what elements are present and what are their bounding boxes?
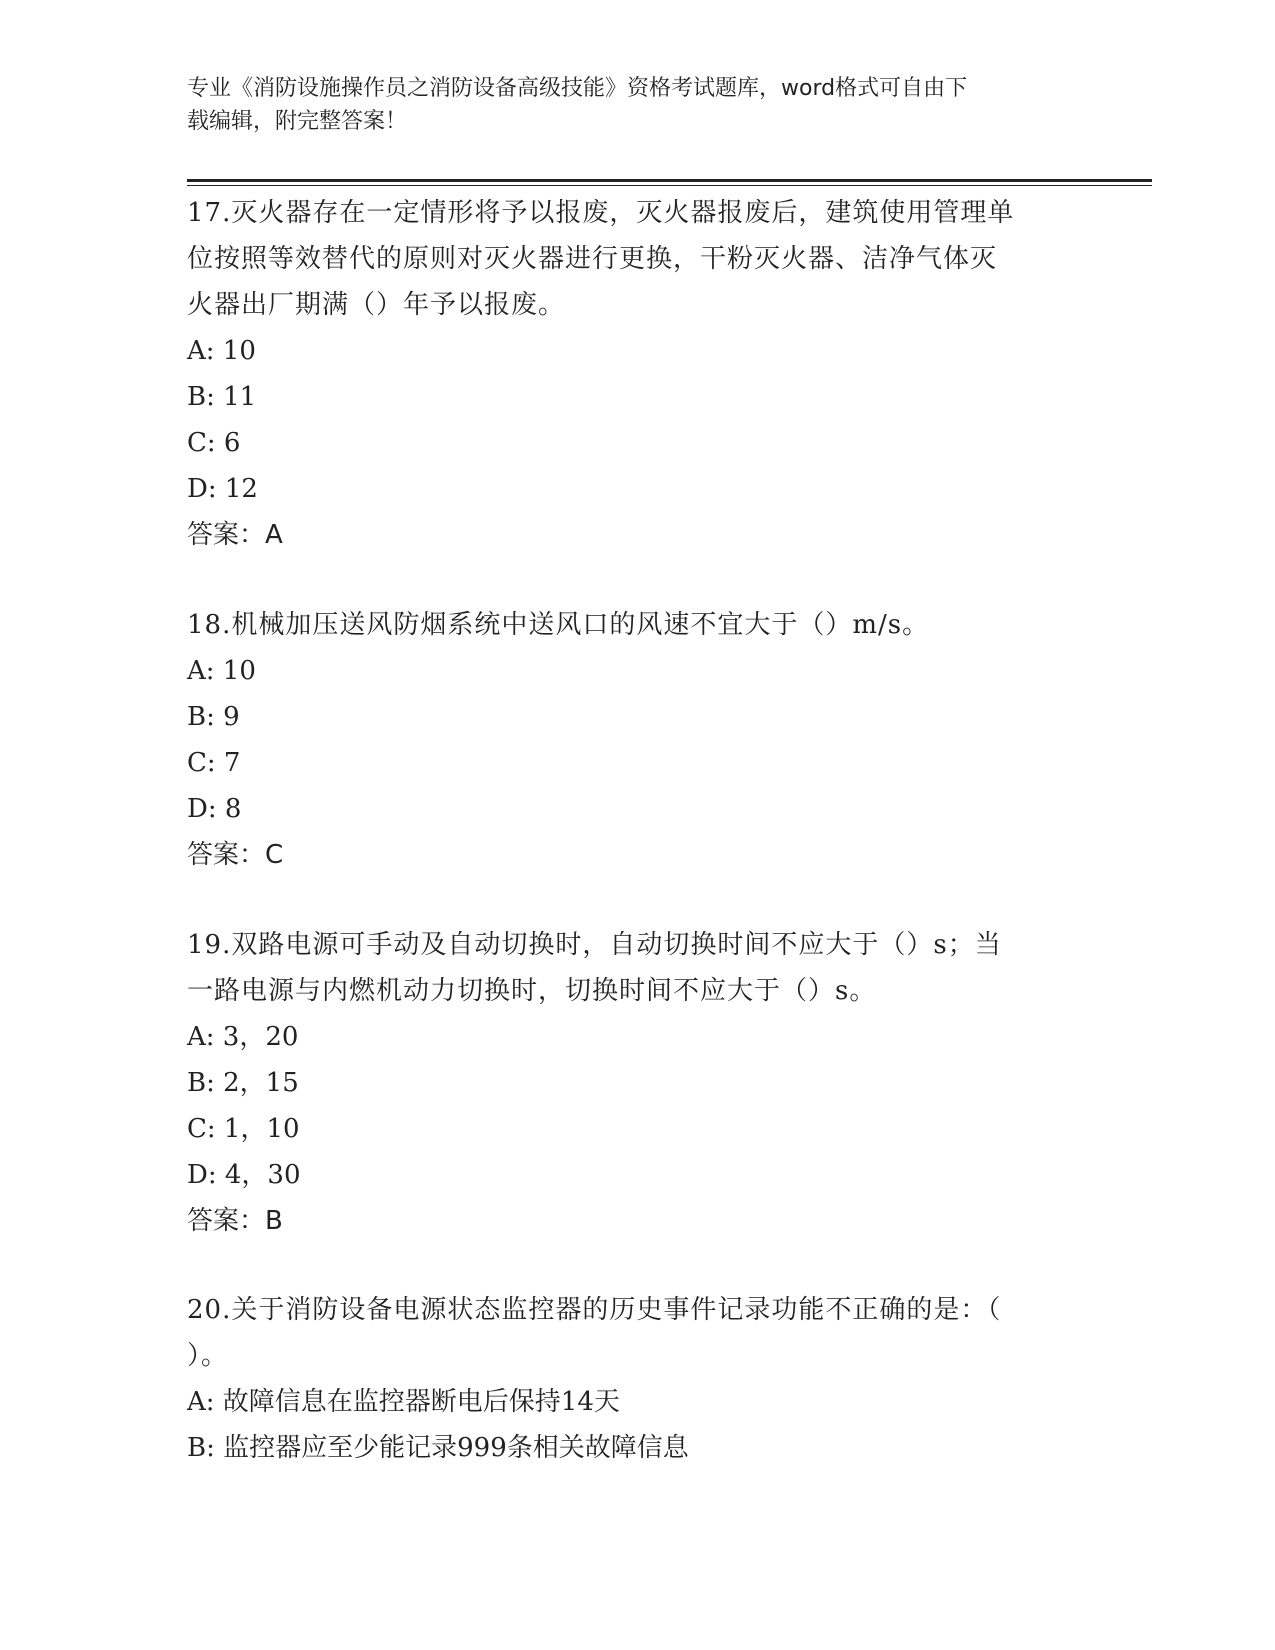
question-stem	[187, 922, 1087, 1014]
option-b: B: 11	[187, 382, 257, 412]
question-20	[187, 1287, 1087, 1471]
option-a: A: 3，20	[187, 1022, 299, 1052]
answer: 答案：C	[187, 840, 284, 870]
answer: 答案：B	[187, 1206, 283, 1236]
header-line-2: 载编辑，附完整答案！	[187, 109, 408, 134]
stem-line: ）。	[187, 1341, 229, 1371]
question-19	[187, 922, 1087, 1244]
option-b: B: 监控器应至少能记录999条相关故障信息	[187, 1433, 689, 1463]
option-d: D: 8	[187, 794, 242, 824]
question-stem	[187, 190, 1087, 328]
header-divider-thick	[187, 179, 1152, 182]
stem-line: 火器出厂期满（）年予以报废。	[187, 290, 566, 320]
option-a: A: 故障信息在监控器断电后保持14天	[187, 1387, 620, 1417]
question-stem	[187, 1287, 1087, 1379]
question-stem	[187, 602, 1087, 648]
answer: 答案：A	[187, 520, 283, 550]
option-c: C: 7	[187, 748, 241, 778]
header-divider-thin	[187, 185, 1152, 186]
option-b: B: 2，15	[187, 1068, 299, 1098]
stem-line: 19.双路电源可手动及自动切换时，自动切换时间不应大于（）s；当	[187, 930, 1002, 960]
document-header	[187, 72, 1067, 138]
option-a: A: 10	[187, 336, 256, 366]
option-c: C: 1，10	[187, 1114, 300, 1144]
stem-line: 位按照等效替代的原则对灭火器进行更换，干粉灭火器、洁净气体灭	[187, 244, 998, 274]
question-17	[187, 190, 1087, 558]
stem-line: 18.机械加压送风防烟系统中送风口的风速不宜大于（）m/s。	[187, 610, 930, 640]
option-a: A: 10	[187, 656, 256, 686]
option-d: D: 12	[187, 474, 258, 504]
header-line-1: 专业《消防设施操作员之消防设备高级技能》资格考试题库，word格式可自由下	[187, 76, 968, 101]
option-d: D: 4，30	[187, 1160, 301, 1190]
option-b: B: 9	[187, 702, 240, 732]
question-18	[187, 602, 1087, 878]
stem-line: 一路电源与内燃机动力切换时，切换时间不应大于（）s。	[187, 976, 877, 1006]
stem-line: 17.灭火器存在一定情形将予以报废，灭火器报废后，建筑使用管理单	[187, 198, 1015, 228]
stem-line: 20.关于消防设备电源状态监控器的历史事件记录功能不正确的是：（	[187, 1295, 1002, 1325]
option-c: C: 6	[187, 428, 241, 458]
